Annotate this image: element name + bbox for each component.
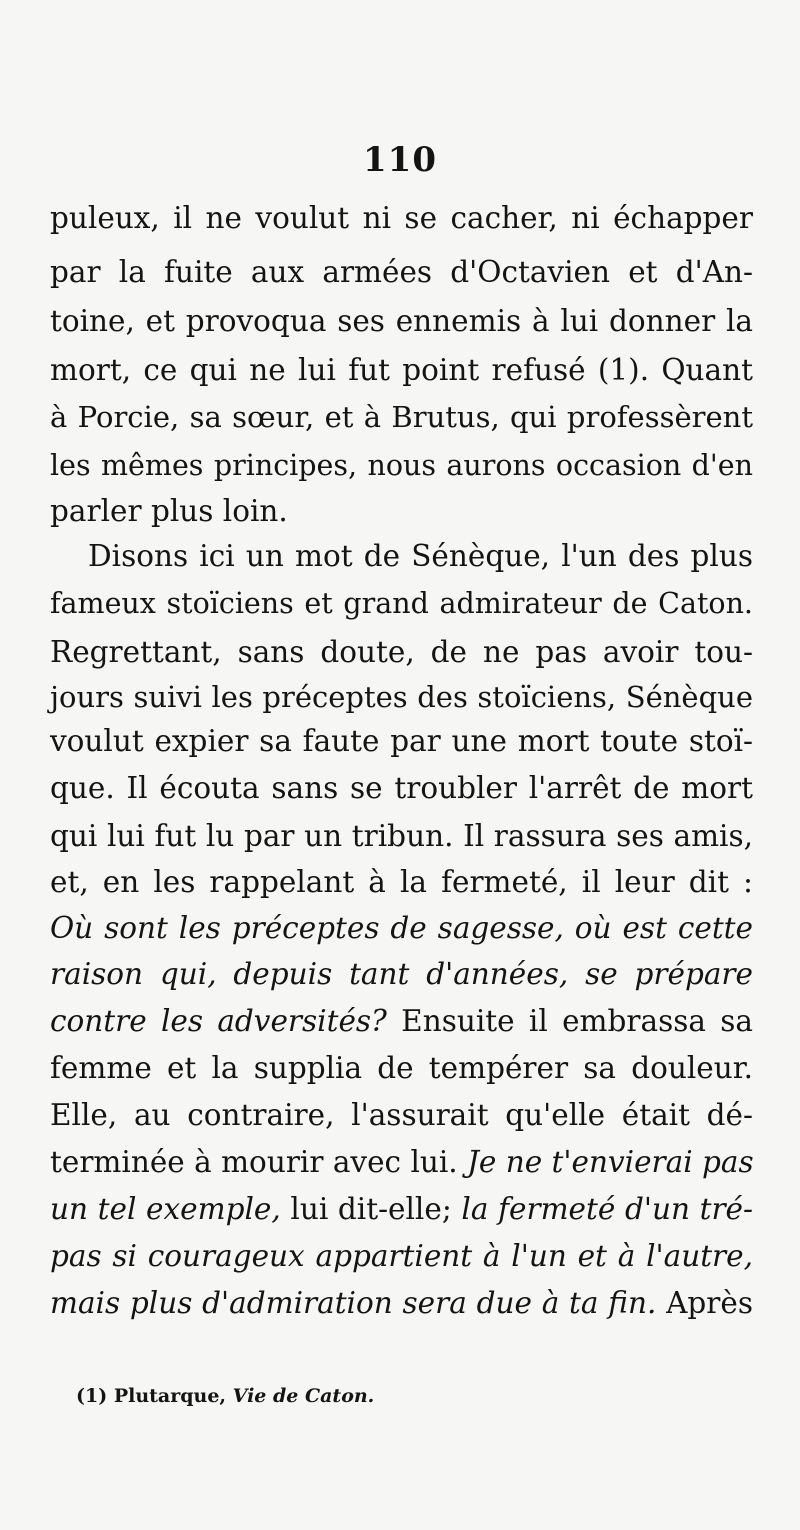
text-line-3: toine, et provoqua ses ennemis à lui donner la bbox=[50, 304, 753, 338]
footnote-ref: (1) Plutarque, bbox=[76, 1385, 227, 1407]
roman-span: Après bbox=[656, 1286, 754, 1320]
text-line-23: pas si courageux appartient à l'un et à l'autre, bbox=[50, 1239, 753, 1273]
text-line-8: Disons ici un mot de Sénèque, l'un des plus bbox=[88, 539, 753, 573]
text-line-10: Regrettant, sans doute, de ne pas avoir tou- bbox=[50, 635, 753, 669]
text-line-14: qui lui fut lu par un tribun. Il rassura ses amis, bbox=[50, 819, 753, 853]
italic-span: mais plus d'admiration sera due à ta fin. bbox=[50, 1286, 657, 1320]
text-line-15: et, en les rappelant à la fermeté, il leur dit : bbox=[50, 865, 753, 899]
text-line-16: Où sont les préceptes de sagesse, où est cette bbox=[50, 911, 753, 945]
roman-span: lui dit-elle; bbox=[280, 1192, 462, 1226]
italic-span: Je ne t'envierai pas bbox=[467, 1145, 754, 1179]
text-line-18 bbox=[50, 998, 753, 1044]
text-line-5: à Porcie, sa sœur, et à Brutus, qui professèrent bbox=[50, 400, 753, 434]
text-line-24 bbox=[50, 1280, 753, 1326]
text-line-2: par la fuite aux armées d'Octavien et d'An- bbox=[50, 255, 753, 289]
text-line-21 bbox=[50, 1139, 753, 1185]
text-line-12: voulut expier sa faute par une mort toute stoï- bbox=[50, 724, 753, 758]
text-line-4: mort, ce qui ne lui fut point refusé (1). Quant bbox=[50, 353, 753, 387]
text-line-22 bbox=[50, 1186, 753, 1232]
italic-span: un tel exemple, bbox=[50, 1192, 281, 1226]
text-line-19: femme et la supplia de tempérer sa douleur. bbox=[50, 1051, 753, 1085]
page-number: 110 bbox=[363, 140, 437, 180]
text-line-17: raison qui, depuis tant d'années, se prépare bbox=[50, 957, 753, 991]
text-line-20: Elle, au contraire, l'assurait qu'elle était dé- bbox=[50, 1098, 753, 1132]
italic-span: contre les adversités? bbox=[50, 1004, 387, 1038]
footnote-title: Vie de Caton. bbox=[226, 1385, 375, 1407]
text-line-1: puleux, il ne voulut ni se cacher, ni échapper bbox=[50, 201, 753, 235]
roman-span: Ensuite il embrassa sa bbox=[386, 1004, 753, 1038]
text-line-7: parler plus loin. bbox=[50, 494, 288, 528]
text-line-6: les mêmes principes, nous aurons occasion d'en bbox=[50, 449, 753, 482]
text-line-11: jours suivi les préceptes des stoïciens, Sénèque bbox=[50, 680, 753, 714]
text-line-9: fameux stoïciens et grand admirateur de Caton. bbox=[50, 587, 753, 620]
text-line-13: que. Il écouta sans se troubler l'arrêt de mort bbox=[50, 771, 753, 805]
footnote bbox=[76, 1385, 374, 1407]
roman-span: terminée à mourir avec lui. bbox=[50, 1145, 468, 1179]
italic-span: la fermeté d'un tré- bbox=[461, 1192, 753, 1226]
